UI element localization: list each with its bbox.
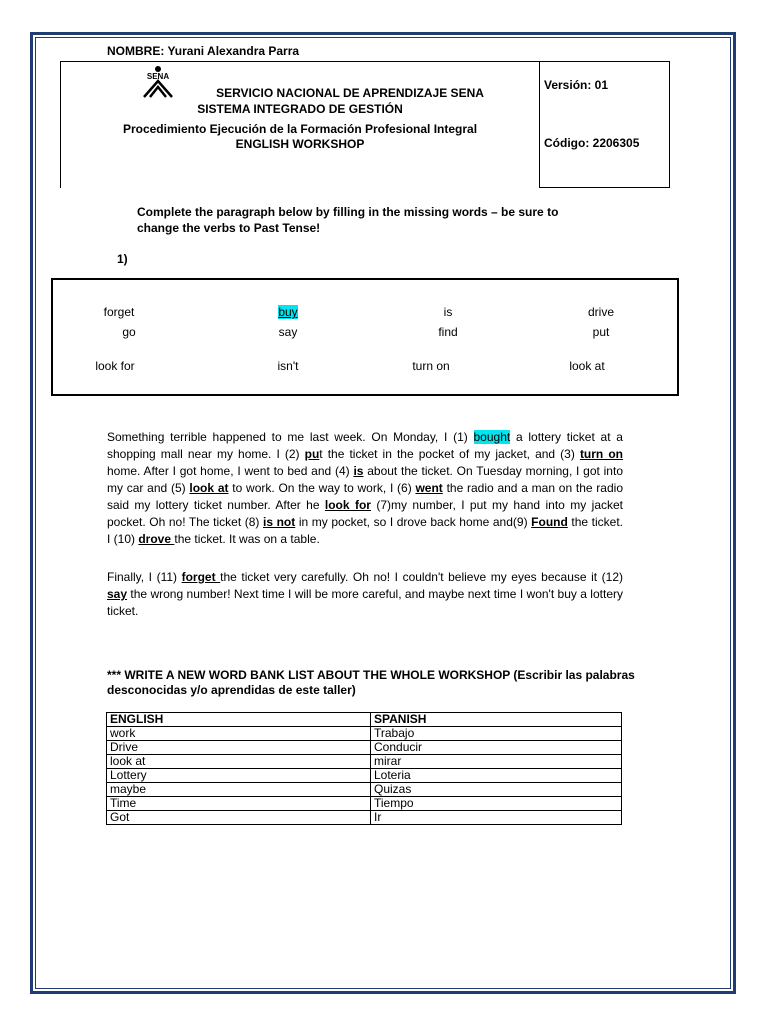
table-row: Drive Conducir <box>107 741 622 755</box>
answer-12: say <box>107 587 128 601</box>
svg-text:SENA: SENA <box>146 72 170 81</box>
answer-7: look for <box>324 498 371 512</box>
document-header <box>60 61 670 188</box>
instructions: Complete the paragraph below by filling in the missing words – be sure to change the verbs to Past Tense! <box>137 205 559 235</box>
column-header-english: ENGLISH <box>107 713 371 727</box>
story-paragraph-1: Something terrible happened to me last week. On Monday, I (1) bought a lottery ticket at a shopping mall near my home. I (2) put the ticket in the pocket of my jacket, and (3) turn on home. After I got home, I went to bed and (4) is about the ticket. On Tuesday morning, I got into my car and (5) look at to work. On the way to work, I (6) went the radio and a man on the radio said my lottery ticket number. After he look for (7)my number, I put my hand into my jacket pocket. Oh no! The ticket (8) is not in my pocket, so I drove back home and(9) Found the ticket. I (10) drove the ticket. It was on a table. <box>107 430 624 546</box>
word-bank-item: look at <box>569 359 605 373</box>
answer-6: went <box>415 481 443 495</box>
answer-11: forget <box>181 570 221 584</box>
code-label: Código: 2206305 <box>544 136 640 150</box>
word-bank-item: isn't <box>277 359 299 373</box>
word-bank-item: buy <box>278 305 298 319</box>
story-paragraph-2: Finally, I (11) forget the ticket very carefully. Oh no! I couldn't believe my eyes because it (12) say the wrong number! Next time I will be more careful, and maybe next time I won't buy a lottery ticket. <box>107 570 624 618</box>
word-bank-item: find <box>438 325 458 339</box>
answer-1: bought <box>473 430 511 444</box>
header-line-3: Procedimiento Ejecución de la Formación Profesional Integral <box>122 122 478 136</box>
word-bank-item: forget <box>103 305 135 319</box>
question-number: 1) <box>117 252 128 266</box>
table-row: Time Tiempo <box>107 797 622 811</box>
column-header-spanish: SPANISH <box>371 713 622 727</box>
word-bank-item: is <box>443 305 453 319</box>
table-header-row <box>107 713 622 727</box>
header-line-2: SISTEMA INTEGRADO DE GESTIÓN <box>197 102 403 116</box>
word-bank-item: turn on <box>412 359 450 373</box>
answer-8: is not <box>263 515 296 529</box>
word-bank-item: drive <box>587 305 614 319</box>
student-name-label: NOMBRE: <box>107 44 165 58</box>
header-line-1: SERVICIO NACIONAL DE APRENDIZAJE SENA <box>216 86 484 100</box>
word-bank-item: go <box>122 325 136 339</box>
table-row: Got Ir <box>107 811 622 825</box>
answer-9: Found <box>531 515 568 529</box>
word-bank-item: put <box>592 325 610 339</box>
answer-2: pu <box>304 447 320 461</box>
answer-4: is <box>353 464 364 478</box>
header-meta-box <box>539 62 670 188</box>
header-line-4: ENGLISH WORKSHOP <box>235 137 365 151</box>
word-bank-item: look for <box>95 359 135 373</box>
student-name: Yurani Alexandra Parra <box>167 44 300 58</box>
answer-3: turn on <box>579 447 624 461</box>
word-bank-item: say <box>278 325 298 339</box>
new-word-bank-title: *** WRITE A NEW WORD BANK LIST ABOUT THE WHOLE WORKSHOP (Escribir las palabras desconocidas y/o aprendidas de este taller) <box>107 668 635 697</box>
table-row: work Trabajo <box>107 727 622 741</box>
student-name-line <box>107 44 299 58</box>
table-row: maybe Quizas <box>107 783 622 797</box>
vocabulary-table <box>106 712 622 825</box>
answer-5: look at <box>189 481 229 495</box>
version-label: Versión: 01 <box>544 78 609 92</box>
table-row: Lottery Loteria <box>107 769 622 783</box>
answer-10: drove <box>138 532 175 546</box>
word-bank-box <box>51 278 679 396</box>
table-row: look at mirar <box>107 755 622 769</box>
